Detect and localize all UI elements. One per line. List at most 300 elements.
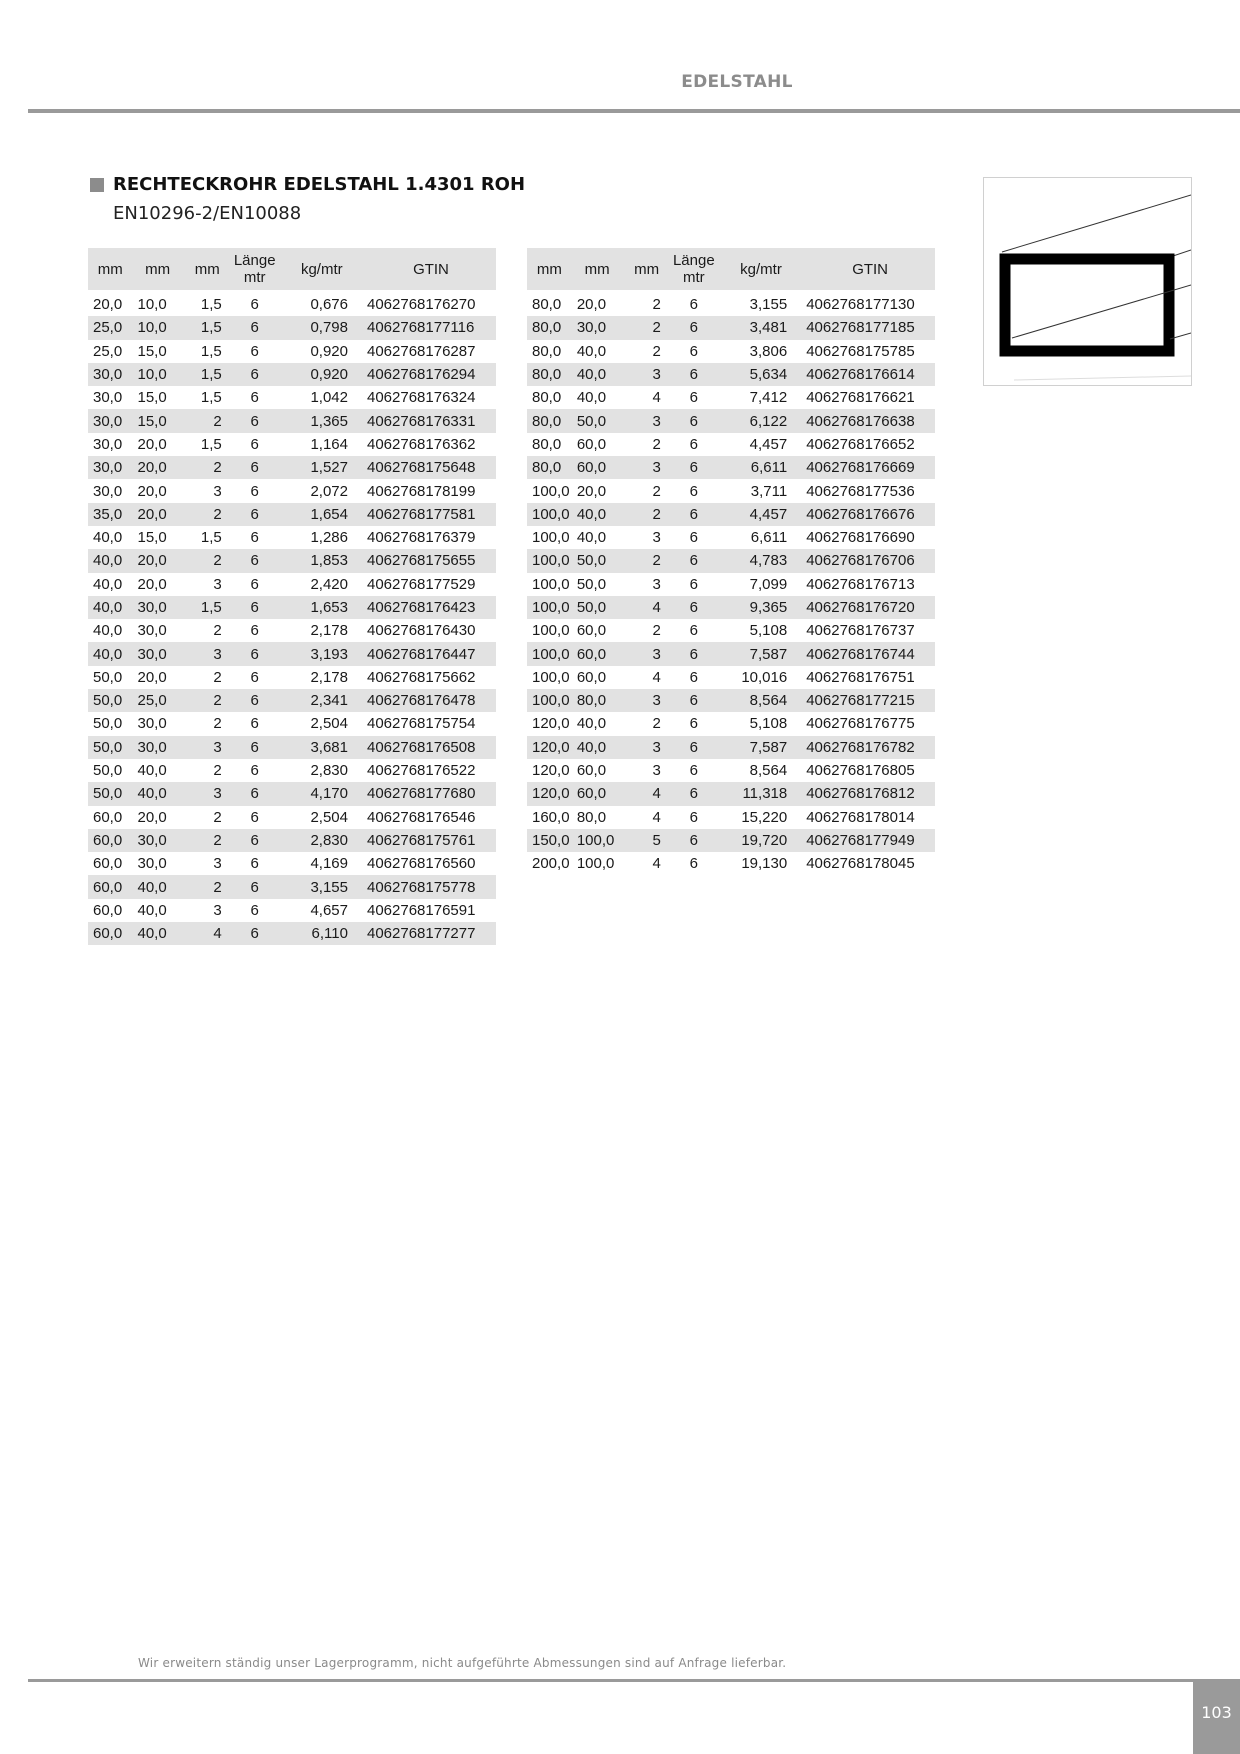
gtin-cell: 4062768176294 [366, 363, 496, 386]
gtin-cell: 4062768178014 [806, 808, 915, 826]
height-cell: 40,0 [137, 762, 167, 780]
height-cell: 15,0 [137, 389, 167, 407]
length-cell: 6 [671, 549, 717, 572]
thickness-cell: 3 [183, 782, 232, 805]
height-cell: 20,0 [576, 296, 607, 314]
weight-cell: 2,830 [278, 829, 366, 852]
table-row [527, 736, 935, 759]
column-header: mm [527, 248, 572, 290]
thickness-cell: 3 [622, 456, 671, 479]
top-divider [28, 109, 1240, 113]
weight-cell: 4,457 [717, 503, 805, 526]
thickness-cell: 1,5 [200, 529, 222, 547]
height-cell: 10,0 [137, 296, 167, 314]
weight-cell: 2,504 [310, 808, 348, 826]
length-cell: 6 [689, 389, 698, 407]
gtin-cell: 4062768177949 [805, 829, 935, 852]
thickness-cell: 2 [622, 503, 671, 526]
height-cell: 20,0 [576, 482, 607, 500]
width-cell: 25,0 [93, 342, 123, 360]
table-row [527, 433, 935, 456]
length-header-label: Länge mtr [233, 252, 276, 286]
thickness-cell: 3 [213, 901, 222, 919]
weight-cell: 5,108 [749, 622, 788, 640]
weight-cell: 1,286 [310, 529, 348, 547]
height-cell: 40,0 [137, 901, 167, 919]
section-header: EDELSTAHL [681, 72, 793, 92]
table-row [527, 666, 935, 689]
width-cell: 100,0 [527, 549, 572, 572]
thickness-cell: 3 [622, 409, 671, 432]
height-cell: 40,0 [576, 715, 607, 733]
width-cell: 50,0 [93, 762, 123, 780]
height-cell: 30,0 [137, 622, 167, 640]
thickness-cell: 5 [622, 829, 671, 852]
gtin-cell: 4062768176706 [805, 549, 935, 572]
height-cell: 30,0 [137, 855, 167, 873]
column-header: mm [622, 248, 671, 290]
width-cell: 100,0 [527, 503, 572, 526]
weight-cell: 3,711 [750, 482, 788, 500]
height-cell: 40,0 [572, 363, 623, 386]
table-row [88, 736, 496, 759]
length-header-label: Länge mtr [672, 252, 715, 286]
length-cell: 6 [250, 389, 259, 407]
table-row [527, 852, 935, 875]
table-row [88, 526, 496, 549]
table-row [527, 456, 935, 479]
table-row [527, 573, 935, 596]
length-cell: 6 [689, 575, 698, 593]
thickness-cell: 3 [622, 689, 671, 712]
height-cell: 20,0 [137, 668, 167, 686]
thickness-cell: 3 [183, 736, 232, 759]
page-number: 103 [1193, 1682, 1240, 1754]
gtin-cell: 4062768176379 [366, 529, 476, 547]
gtin-cell: 4062768176751 [806, 668, 915, 686]
height-cell: 40,0 [576, 342, 607, 360]
table-row [88, 316, 496, 339]
weight-cell: 19,130 [741, 855, 788, 873]
thickness-cell: 2 [183, 875, 232, 898]
gtin-cell: 4062768176690 [806, 529, 915, 547]
weight-cell: 7,587 [717, 642, 805, 665]
width-cell: 30,0 [93, 435, 123, 453]
gtin-cell: 4062768176676 [805, 503, 935, 526]
width-cell: 40,0 [93, 529, 123, 547]
weight-cell: 4,170 [278, 782, 366, 805]
height-cell: 40,0 [132, 875, 182, 898]
height-cell: 20,0 [132, 456, 182, 479]
table-row [88, 479, 496, 502]
gtin-cell: 4062768176652 [806, 435, 915, 453]
height-cell: 30,0 [132, 736, 182, 759]
gtin-cell: 4062768176782 [805, 736, 935, 759]
table-row [88, 806, 496, 829]
weight-cell: 1,653 [278, 596, 366, 619]
gtin-cell: 4062768175655 [366, 549, 496, 572]
height-cell: 40,0 [576, 529, 607, 547]
page-subtitle: EN10296-2/EN10088 [113, 203, 302, 224]
height-cell: 20,0 [132, 503, 182, 526]
table-row [88, 433, 496, 456]
height-cell: 20,0 [137, 482, 167, 500]
length-cell: 6 [250, 342, 259, 360]
gtin-cell: 4062768176812 [805, 782, 935, 805]
table-row [88, 363, 496, 386]
width-cell: 100,0 [532, 482, 570, 500]
weight-cell: 6,110 [278, 922, 366, 945]
weight-cell: 3,155 [278, 875, 366, 898]
gtin-cell: 4062768176744 [805, 642, 935, 665]
width-cell: 50,0 [88, 782, 132, 805]
width-cell: 120,0 [527, 736, 572, 759]
table-row [88, 666, 496, 689]
height-cell: 50,0 [572, 409, 623, 432]
table-row [88, 642, 496, 665]
gtin-cell: 4062768176423 [366, 596, 496, 619]
length-cell: 6 [232, 409, 278, 432]
length-cell: 6 [689, 529, 698, 547]
width-cell: 60,0 [88, 875, 132, 898]
width-cell: 60,0 [88, 829, 132, 852]
length-cell: 6 [250, 901, 259, 919]
product-figure [983, 177, 1192, 386]
length-cell: 6 [250, 435, 259, 453]
height-cell: 100,0 [576, 855, 615, 873]
gtin-cell: 4062768176430 [366, 622, 476, 640]
gtin-cell: 4062768176638 [805, 409, 935, 432]
weight-cell: 1,527 [278, 456, 366, 479]
table-row [527, 316, 935, 339]
height-cell: 60,0 [576, 762, 607, 780]
length-cell: 6 [689, 482, 698, 500]
height-cell: 15,0 [132, 409, 182, 432]
table-header-row [527, 248, 935, 290]
length-cell: 6 [689, 622, 698, 640]
column-header: mm [183, 248, 232, 290]
height-cell: 50,0 [572, 596, 623, 619]
thickness-cell: 4 [652, 808, 661, 826]
table-row [527, 340, 935, 363]
thickness-cell: 3 [652, 762, 661, 780]
length-cell: 6 [689, 296, 698, 314]
spec-table-right [527, 248, 935, 875]
length-cell: 6 [689, 855, 698, 873]
table-row [88, 573, 496, 596]
table-row [88, 340, 496, 363]
table-row [527, 596, 935, 619]
thickness-cell: 3 [213, 855, 222, 873]
table-row [88, 549, 496, 572]
table-row [88, 922, 496, 945]
length-cell: 6 [250, 808, 259, 826]
gtin-cell: 4062768175778 [366, 875, 496, 898]
length-cell: 6 [232, 503, 278, 526]
column-header: mm [572, 248, 623, 290]
table-row [527, 549, 935, 572]
weight-cell: 7,412 [749, 389, 788, 407]
thickness-cell: 2 [213, 808, 222, 826]
thickness-cell: 4 [652, 855, 661, 873]
weight-cell: 3,681 [278, 736, 366, 759]
width-cell: 60,0 [93, 808, 123, 826]
height-cell: 15,0 [137, 529, 167, 547]
gtin-cell: 4062768177215 [805, 689, 935, 712]
gtin-cell: 4062768177680 [366, 782, 496, 805]
gtin-cell: 4062768175785 [806, 342, 915, 360]
spec-table-left [88, 248, 496, 945]
gtin-cell: 4062768177536 [806, 482, 915, 500]
weight-cell: 4,457 [749, 435, 788, 453]
weight-cell: 6,122 [717, 409, 805, 432]
weight-cell: 0,920 [310, 342, 348, 360]
width-cell: 50,0 [93, 668, 123, 686]
length-cell: 6 [232, 596, 278, 619]
gtin-cell: 4062768176508 [366, 736, 496, 759]
table-row [88, 875, 496, 898]
weight-cell: 2,341 [278, 689, 366, 712]
gtin-cell: 4062768176287 [366, 342, 476, 360]
thickness-cell: 3 [213, 575, 222, 593]
thickness-cell: 2 [183, 503, 232, 526]
table-row [527, 409, 935, 432]
table-row [88, 782, 496, 805]
column-header: kg/mtr [717, 248, 805, 290]
length-cell: 6 [250, 529, 259, 547]
page-title: RECHTECKROHR EDELSTAHL 1.4301 ROH [113, 174, 526, 195]
width-cell: 120,0 [527, 782, 572, 805]
thickness-cell: 2 [652, 296, 661, 314]
length-cell: 6 [671, 642, 717, 665]
thickness-cell: 1,5 [200, 389, 222, 407]
table-row [88, 503, 496, 526]
table-row [527, 290, 935, 316]
width-cell: 100,0 [532, 622, 570, 640]
thickness-cell: 3 [622, 642, 671, 665]
width-cell: 100,0 [532, 668, 570, 686]
gtin-cell: 4062768176324 [366, 389, 476, 407]
table-row [527, 503, 935, 526]
column-header: GTIN [805, 248, 935, 290]
thickness-cell: 3 [622, 736, 671, 759]
width-cell: 100,0 [527, 642, 572, 665]
gtin-cell: 4062768176331 [366, 409, 496, 432]
table-row [88, 852, 496, 875]
weight-cell: 0,798 [278, 316, 366, 339]
width-cell: 50,0 [88, 689, 132, 712]
footer-note: Wir erweitern ständig unser Lagerprogramm, nicht aufgeführte Abmessungen sind auf Anfrage lieferbar. [138, 1656, 787, 1670]
length-cell: 6 [671, 782, 717, 805]
width-cell: 60,0 [88, 922, 132, 945]
thickness-cell: 2 [652, 482, 661, 500]
table-row [88, 290, 496, 316]
height-cell: 25,0 [132, 689, 182, 712]
thickness-cell: 1,5 [183, 316, 232, 339]
height-cell: 60,0 [572, 782, 623, 805]
length-cell: 6 [689, 808, 698, 826]
thickness-cell: 2 [183, 689, 232, 712]
gtin-cell: 4062768176560 [366, 855, 476, 873]
gtin-cell: 4062768177277 [366, 922, 496, 945]
thickness-cell: 4 [652, 668, 661, 686]
gtin-cell: 4062768175662 [366, 668, 476, 686]
width-cell: 60,0 [93, 901, 123, 919]
weight-cell: 1,853 [278, 549, 366, 572]
thickness-cell: 4 [183, 922, 232, 945]
table-row [527, 759, 935, 782]
length-cell: 6 [671, 456, 717, 479]
length-cell: 6 [232, 549, 278, 572]
length-cell: 6 [671, 596, 717, 619]
width-cell: 30,0 [93, 482, 123, 500]
gtin-cell: 4062768175648 [366, 456, 496, 479]
width-cell: 40,0 [93, 575, 123, 593]
thickness-cell: 3 [652, 575, 661, 593]
height-cell: 40,0 [576, 389, 607, 407]
height-cell: 60,0 [576, 435, 607, 453]
table-row [527, 363, 935, 386]
thickness-cell: 2 [622, 316, 671, 339]
table-row [88, 689, 496, 712]
width-cell: 25,0 [88, 316, 132, 339]
weight-cell: 15,220 [741, 808, 788, 826]
length-cell: 6 [671, 829, 717, 852]
width-cell: 80,0 [532, 342, 562, 360]
weight-cell: 0,920 [278, 363, 366, 386]
thickness-cell: 2 [652, 622, 661, 640]
table-row [88, 899, 496, 922]
column-header: mm [132, 248, 182, 290]
length-cell: 6 [689, 762, 698, 780]
table-row [88, 386, 496, 409]
thickness-cell: 2 [183, 409, 232, 432]
bottom-divider [28, 1679, 1240, 1682]
length-cell: 6 [671, 736, 717, 759]
height-cell: 10,0 [132, 316, 182, 339]
gtin-cell: 4062768176478 [366, 689, 496, 712]
height-cell: 30,0 [132, 642, 182, 665]
length-cell: 6 [250, 482, 259, 500]
gtin-cell: 4062768176775 [806, 715, 915, 733]
thickness-cell: 4 [652, 389, 661, 407]
width-cell: 200,0 [532, 855, 570, 873]
weight-cell: 2,072 [310, 482, 348, 500]
length-cell: 6 [232, 456, 278, 479]
width-cell: 80,0 [532, 389, 562, 407]
gtin-cell: 4062768177130 [806, 296, 915, 314]
table-row [527, 386, 935, 409]
length-cell: 6 [250, 575, 259, 593]
rectangular-tube-icon [984, 178, 1191, 385]
height-cell: 30,0 [137, 715, 167, 733]
table-row [527, 712, 935, 735]
gtin-cell: 4062768176713 [806, 575, 915, 593]
thickness-cell: 1,5 [183, 363, 232, 386]
gtin-cell: 4062768176621 [806, 389, 915, 407]
weight-cell: 10,016 [741, 668, 788, 686]
weight-cell: 4,783 [717, 549, 805, 572]
gtin-cell: 4062768176522 [366, 762, 476, 780]
thickness-cell: 4 [622, 596, 671, 619]
width-cell: 100,0 [527, 689, 572, 712]
height-cell: 20,0 [137, 575, 167, 593]
width-cell: 40,0 [88, 549, 132, 572]
table-row [527, 689, 935, 712]
table-row [527, 806, 935, 829]
width-cell: 50,0 [93, 715, 123, 733]
weight-cell: 1,164 [310, 435, 348, 453]
width-cell: 80,0 [527, 456, 572, 479]
weight-cell: 4,169 [310, 855, 348, 873]
height-cell: 15,0 [137, 342, 167, 360]
length-cell: 6 [671, 503, 717, 526]
width-cell: 120,0 [532, 762, 570, 780]
height-cell: 60,0 [572, 642, 623, 665]
gtin-cell: 4062768175754 [366, 715, 476, 733]
weight-cell: 4,657 [310, 901, 348, 919]
length-cell: 6 [250, 855, 259, 873]
weight-cell: 3,481 [717, 316, 805, 339]
height-cell: 80,0 [572, 689, 623, 712]
width-cell: 80,0 [527, 363, 572, 386]
height-cell: 100,0 [572, 829, 623, 852]
gtin-cell: 4062768176591 [366, 901, 476, 919]
width-cell: 40,0 [88, 642, 132, 665]
thickness-cell: 2 [213, 762, 222, 780]
length-cell: 6 [689, 668, 698, 686]
thickness-cell: 2 [183, 456, 232, 479]
width-cell: 100,0 [532, 575, 570, 593]
thickness-cell: 2 [622, 549, 671, 572]
table-row [88, 759, 496, 782]
table-row [527, 619, 935, 642]
height-cell: 60,0 [576, 668, 607, 686]
table-row [527, 642, 935, 665]
height-cell: 30,0 [132, 596, 182, 619]
gtin-cell: 4062768176669 [805, 456, 935, 479]
weight-cell: 6,611 [750, 529, 788, 547]
width-cell: 80,0 [527, 316, 572, 339]
width-cell: 30,0 [93, 389, 123, 407]
thickness-cell: 1,5 [200, 342, 222, 360]
weight-cell: 2,178 [310, 622, 348, 640]
gtin-cell: 4062768177529 [366, 575, 476, 593]
gtin-cell: 4062768176546 [366, 808, 476, 826]
weight-cell: 8,564 [717, 689, 805, 712]
weight-cell: 1,042 [310, 389, 348, 407]
gtin-cell: 4062768177581 [366, 503, 496, 526]
length-cell: 6 [250, 622, 259, 640]
width-cell: 40,0 [88, 596, 132, 619]
weight-cell: 5,634 [717, 363, 805, 386]
height-cell: 80,0 [576, 808, 607, 826]
height-cell: 40,0 [132, 782, 182, 805]
width-cell: 100,0 [532, 529, 570, 547]
length-cell: 6 [250, 715, 259, 733]
table-row [527, 526, 935, 549]
table-row [527, 479, 935, 502]
length-cell: 6 [671, 689, 717, 712]
weight-cell: 9,365 [717, 596, 805, 619]
table-row [527, 829, 935, 852]
table-row [88, 596, 496, 619]
gtin-cell: 4062768177185 [805, 316, 935, 339]
height-cell: 30,0 [572, 316, 623, 339]
weight-cell: 3,806 [749, 342, 788, 360]
width-cell: 30,0 [88, 409, 132, 432]
column-header [671, 248, 717, 290]
